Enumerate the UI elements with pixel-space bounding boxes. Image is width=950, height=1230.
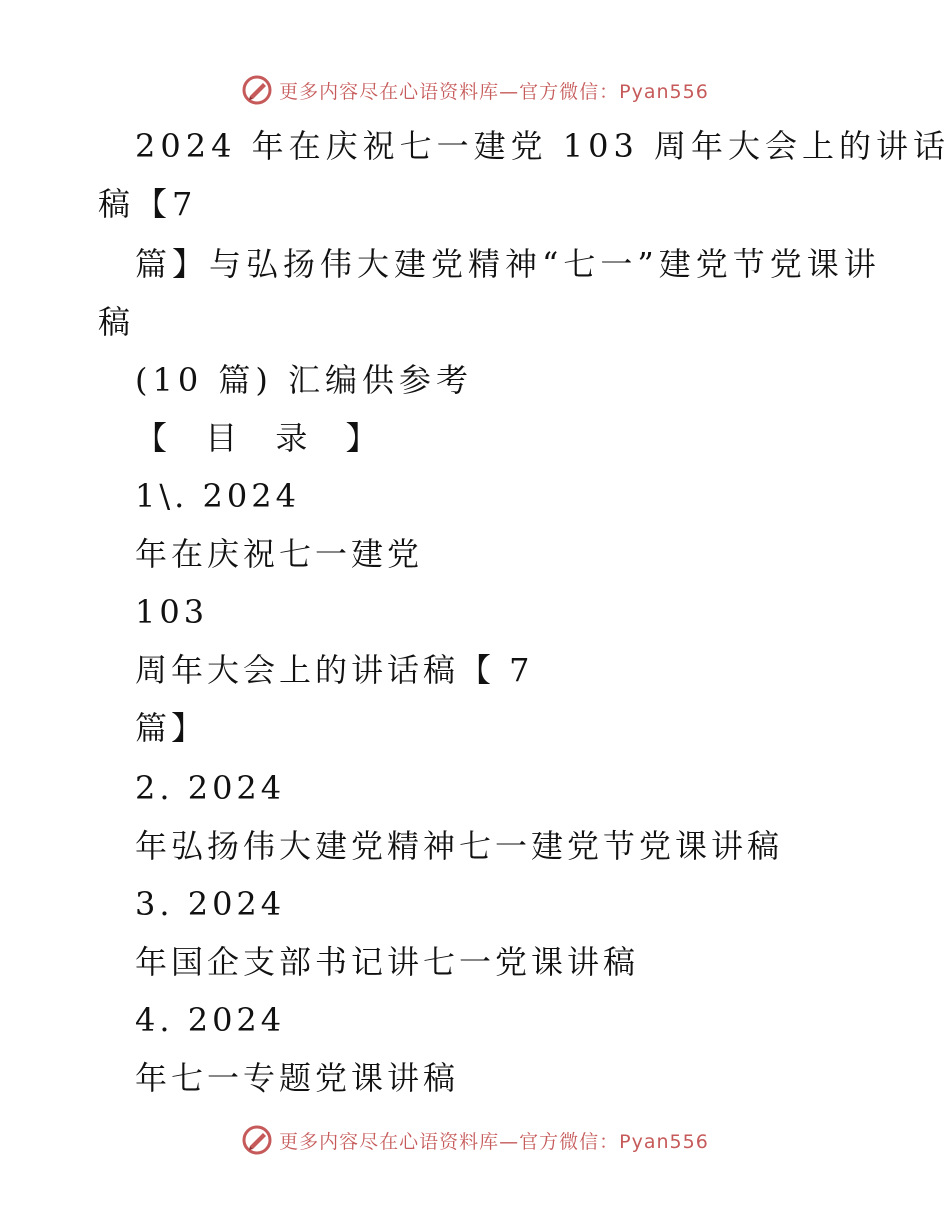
toc-line: 3. 2024 xyxy=(135,885,286,923)
writing-hand-icon xyxy=(241,1124,273,1156)
toc-line: 2. 2024 xyxy=(135,769,286,807)
writing-hand-icon xyxy=(241,74,273,106)
title-line-2: 稿【7 xyxy=(98,185,198,223)
title-line-3: 篇】与弘扬伟大建党精神“七一”建党节党课讲 xyxy=(135,245,881,283)
toc-line: 年在庆祝七一建党 xyxy=(135,535,424,573)
toc-line: 103 xyxy=(135,593,209,631)
toc-line: 1\. 2024 xyxy=(135,477,300,515)
header-banner-text: 更多内容尽在心语资料库—官方微信：Pyan556 xyxy=(279,80,709,103)
footer-banner-text: 更多内容尽在心语资料库—官方微信：Pyan556 xyxy=(279,1130,709,1153)
toc-line: 4. 2024 xyxy=(135,1001,286,1039)
title-line-1: 2024 年在庆祝七一建党 103 周年大会上的讲话 xyxy=(135,127,950,165)
toc-line: 篇】 xyxy=(135,709,208,747)
toc-heading: 【 目 录 】 xyxy=(135,419,392,457)
toc-line: 年七一专题党课讲稿 xyxy=(135,1059,460,1097)
footer-banner xyxy=(0,1120,950,1160)
toc-line: 年弘扬伟大建党精神七一建党节党课讲稿 xyxy=(135,827,784,865)
toc-line: 周年大会上的讲话稿【 7 xyxy=(135,651,534,689)
title-line-5: (10 篇) 汇编供参考 xyxy=(135,361,474,399)
title-line-4: 稿 xyxy=(98,303,136,341)
toc-line: 年国企支部书记讲七一党课讲稿 xyxy=(135,943,640,981)
header-banner xyxy=(0,70,950,110)
